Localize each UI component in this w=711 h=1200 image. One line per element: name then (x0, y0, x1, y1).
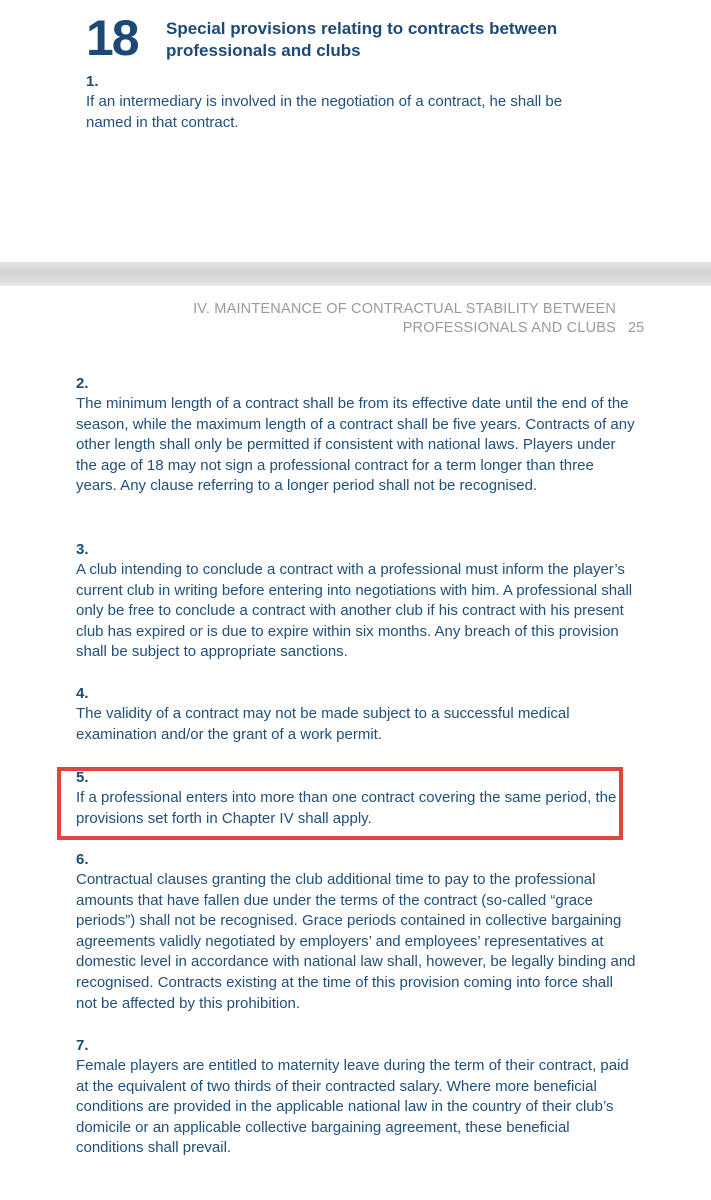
article-title: Special provisions relating to contracts between professionals and clubs (166, 19, 558, 60)
previous-page (0, 0, 711, 262)
paragraph-4 (76, 684, 636, 745)
current-page (0, 286, 711, 1200)
paragraph-1 (86, 72, 606, 133)
running-header-line-1: IV. MAINTENANCE OF CONTRACTUAL STABILITY BETWEEN (193, 301, 616, 317)
running-header-line-2: PROFESSIONALS AND CLUBS (402, 320, 616, 336)
paragraph-text: Female players are entitled to maternity leave during the term of their contract, paid at the equivalent of two thirds of their contracted salary. Where more beneficial conditions are provided in the applicable national law in the country of their club’s domicile or an applicable collective bargaining agreement, these beneficial conditions shall prevail. (76, 1057, 629, 1157)
paragraph-number: 2. (76, 375, 89, 392)
paragraph-number: 7. (76, 1037, 89, 1054)
paragraph-number: 3. (76, 541, 89, 558)
paragraph-text: If an intermediary is involved in the negotiation of a contract, he shall be named in that contract. (86, 93, 563, 131)
paragraph-text: A club intending to conclude a contract with a professional must inform the player’s current club in writing before entering into negotiations with him. A professional shall only be free to conclude a contract with another club if his contract with his present club has expired or is due to expire within six months. Any breach of this provision shall be subject to appropriate sanctions. (76, 561, 633, 661)
page-number: 25 (628, 320, 645, 336)
running-header (193, 300, 616, 338)
paragraph-3 (76, 540, 636, 663)
paragraph-number: 6. (76, 851, 89, 868)
paragraph-number: 1. (86, 73, 99, 90)
paragraph-7 (76, 1036, 636, 1159)
highlight-annotation-box (57, 767, 623, 840)
paragraph-number: 5. (76, 769, 89, 786)
paragraph-text: The validity of a contract may not be made subject to a successful medical examination and/or the grant of a work permit. (76, 705, 570, 743)
paragraph-text: Contractual clauses granting the club additional time to pay to the professional amounts that have fallen due under the terms of the contract (so-called “grace periods”) shall not be recognised. Grace periods contained in collective bargaining agreements validly negotiated by employers’ and employees’ representatives at domestic level in accordance with national law shall, however, be legally binding and recognised. Contracts existing at the time of this provision coming into force shall not be affected by this prohibition. (76, 871, 636, 1012)
paragraph-2 (76, 374, 636, 497)
paragraph-text: The minimum length of a contract shall be from its effective date until the end of the season, while the maximum length of a contract shall be five years. Contracts of any other length shall only be permitted if consistent with national laws. Players under the age of 18 may not sign a professional contract for a term longer than three years. Any clause referring to a longer period shall not be recognised. (76, 395, 635, 495)
paragraph-text: If a professional enters into more than one contract covering the same period, the provisions set forth in Chapter IV shall apply. (76, 789, 617, 827)
paragraph-number: 4. (76, 685, 89, 702)
paragraph-6 (76, 850, 636, 1014)
article-number: 18 (86, 10, 138, 66)
page-break-divider (0, 262, 711, 286)
